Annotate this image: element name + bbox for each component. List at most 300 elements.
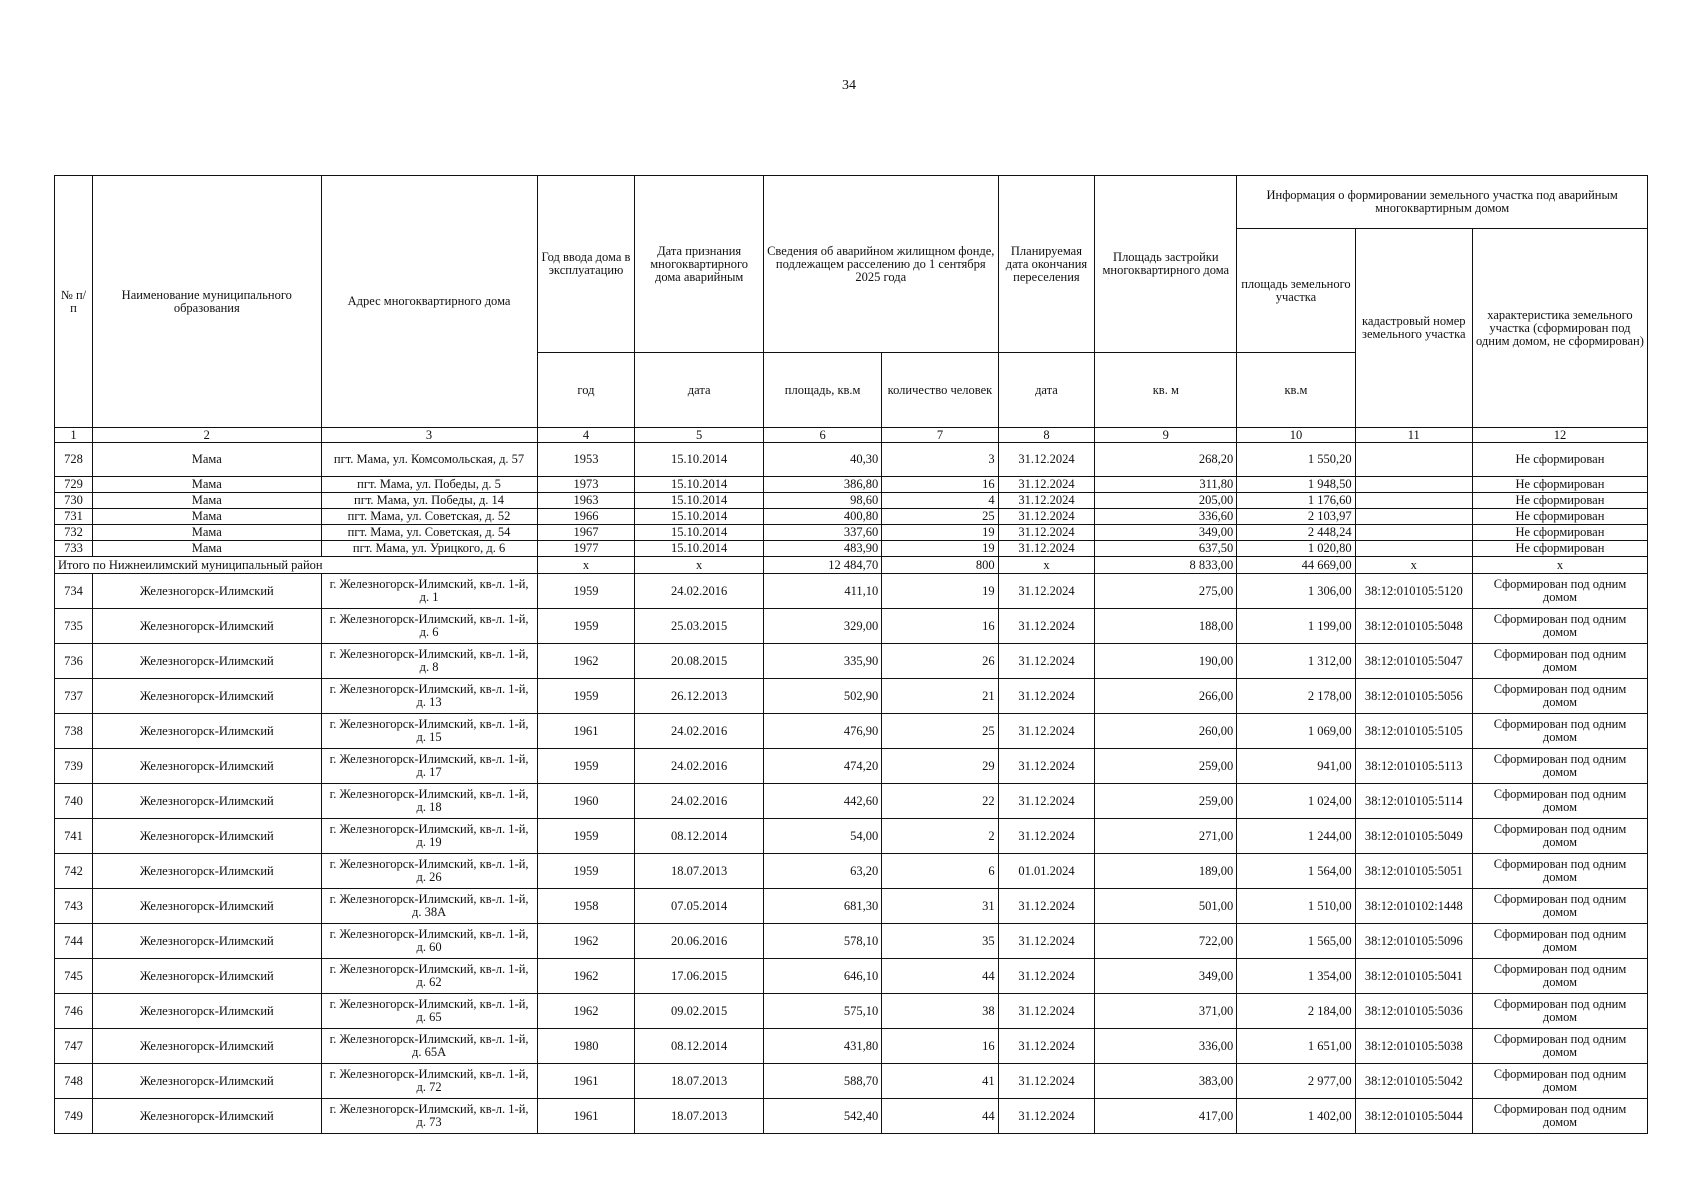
cell-municipality: Железногорск-Илимский: [93, 854, 321, 889]
cell-address: г. Железногорск-Илимский, кв-л. 1-й, д. 26: [321, 854, 537, 889]
cell-municipality: Железногорск-Илимский: [93, 819, 321, 854]
cell-year: 1959: [537, 854, 635, 889]
cell-built-area: 349,00: [1095, 525, 1237, 541]
cell-planned-date: 31.12.2024: [998, 574, 1095, 609]
cell-municipality: Железногорск-Илимский: [93, 1064, 321, 1099]
cell-year: 1963: [537, 493, 635, 509]
column-number: 6: [763, 428, 881, 443]
total-status: x: [1472, 557, 1647, 574]
cell-land-area: 1 199,00: [1237, 609, 1355, 644]
cell-year: 1967: [537, 525, 635, 541]
cell-land-area: 2 178,00: [1237, 679, 1355, 714]
cell-row-number: 732: [55, 525, 93, 541]
cell-housing-area: 335,90: [763, 644, 881, 679]
cell-cadastral-number: 38:12:010102:1448: [1355, 889, 1472, 924]
cell-people-count: 6: [882, 854, 998, 889]
cell-row-number: 744: [55, 924, 93, 959]
cell-cadastral-number: [1355, 443, 1472, 477]
cell-housing-area: 40,30: [763, 443, 881, 477]
cell-people-count: 19: [882, 574, 998, 609]
cell-recognition-date: 17.06.2015: [635, 959, 764, 994]
column-number: 11: [1355, 428, 1472, 443]
cell-address: пгт. Мама, ул. Советская, д. 54: [321, 525, 537, 541]
cell-cadastral-number: 38:12:010105:5038: [1355, 1029, 1472, 1064]
cell-recognition-date: 15.10.2014: [635, 443, 764, 477]
cell-row-number: 728: [55, 443, 93, 477]
cell-housing-area: 646,10: [763, 959, 881, 994]
cell-housing-area: 337,60: [763, 525, 881, 541]
total-built-area: 8 833,00: [1095, 557, 1237, 574]
unit-land-area: кв.м: [1237, 353, 1355, 428]
cell-cadastral-number: 38:12:010105:5044: [1355, 1099, 1472, 1134]
cell-cadastral-number: 38:12:010105:5049: [1355, 819, 1472, 854]
cell-recognition-date: 18.07.2013: [635, 1099, 764, 1134]
cell-housing-area: 575,10: [763, 994, 881, 1029]
cell-recognition-date: 15.10.2014: [635, 509, 764, 525]
header-planned-date: Планируемая дата окончания переселения: [998, 176, 1095, 353]
cell-year: 1961: [537, 1064, 635, 1099]
cell-built-area: 266,00: [1095, 679, 1237, 714]
cell-address: г. Железногорск-Илимский, кв-л. 1-й, д. 8: [321, 644, 537, 679]
cell-people-count: 31: [882, 889, 998, 924]
cell-people-count: 19: [882, 541, 998, 557]
cell-cadastral-number: 38:12:010105:5036: [1355, 994, 1472, 1029]
cell-people-count: 2: [882, 819, 998, 854]
cell-built-area: 311,80: [1095, 477, 1237, 493]
cell-land-status: Сформирован под одним домом: [1472, 714, 1647, 749]
table-row: [55, 784, 1648, 819]
table-row: [55, 854, 1648, 889]
cell-municipality: Мама: [93, 525, 321, 541]
cell-built-area: 259,00: [1095, 749, 1237, 784]
table-row: [55, 443, 1648, 477]
cell-year: 1958: [537, 889, 635, 924]
total-people: 800: [882, 557, 998, 574]
cell-cadastral-number: 38:12:010105:5096: [1355, 924, 1472, 959]
cell-recognition-date: 24.02.2016: [635, 749, 764, 784]
table-row: [55, 1064, 1648, 1099]
cell-housing-area: 474,20: [763, 749, 881, 784]
cell-year: 1966: [537, 509, 635, 525]
cell-land-area: 2 448,24: [1237, 525, 1355, 541]
cell-address: г. Железногорск-Илимский, кв-л. 1-й, д. 62: [321, 959, 537, 994]
cell-row-number: 739: [55, 749, 93, 784]
table-body-zheleznogorsk: [55, 574, 1648, 1134]
column-number: 4: [537, 428, 635, 443]
cell-cadastral-number: 38:12:010105:5056: [1355, 679, 1472, 714]
unit-year: год: [537, 353, 635, 428]
cell-address: г. Железногорск-Илимский, кв-л. 1-й, д. 19: [321, 819, 537, 854]
cell-land-status: Сформирован под одним домом: [1472, 1064, 1647, 1099]
cell-housing-area: 442,60: [763, 784, 881, 819]
cell-municipality: Железногорск-Илимский: [93, 609, 321, 644]
cell-address: пгт. Мама, ул. Победы, д. 14: [321, 493, 537, 509]
cell-built-area: 336,00: [1095, 1029, 1237, 1064]
cell-land-status: Сформирован под одним домом: [1472, 854, 1647, 889]
total-cadastral: x: [1355, 557, 1472, 574]
unit-area: площадь, кв.м: [763, 353, 881, 428]
cell-address: г. Железногорск-Илимский, кв-л. 1-й, д. 17: [321, 749, 537, 784]
cell-row-number: 730: [55, 493, 93, 509]
cell-land-area: 1 020,80: [1237, 541, 1355, 557]
cell-municipality: Железногорск-Илимский: [93, 959, 321, 994]
cell-recognition-date: 25.03.2015: [635, 609, 764, 644]
cell-municipality: Мама: [93, 493, 321, 509]
cell-built-area: 260,00: [1095, 714, 1237, 749]
cell-municipality: Мама: [93, 541, 321, 557]
header-num: № п/п: [55, 176, 93, 428]
cell-built-area: 190,00: [1095, 644, 1237, 679]
cell-built-area: 189,00: [1095, 854, 1237, 889]
cell-municipality: Железногорск-Илимский: [93, 994, 321, 1029]
cell-row-number: 736: [55, 644, 93, 679]
cell-housing-area: 578,10: [763, 924, 881, 959]
cell-planned-date: 31.12.2024: [998, 1029, 1095, 1064]
cell-year: 1959: [537, 609, 635, 644]
cell-recognition-date: 18.07.2013: [635, 854, 764, 889]
cell-row-number: 734: [55, 574, 93, 609]
cell-land-status: Сформирован под одним домом: [1472, 889, 1647, 924]
total-plan: x: [998, 557, 1095, 574]
cell-year: 1961: [537, 1099, 635, 1134]
cell-year: 1961: [537, 714, 635, 749]
cell-built-area: 637,50: [1095, 541, 1237, 557]
cell-address: г. Железногорск-Илимский, кв-л. 1-й, д. 72: [321, 1064, 537, 1099]
cell-housing-area: 588,70: [763, 1064, 881, 1099]
cell-planned-date: 31.12.2024: [998, 924, 1095, 959]
cell-address: г. Железногорск-Илимский, кв-л. 1-й, д. 6: [321, 609, 537, 644]
cell-built-area: 268,20: [1095, 443, 1237, 477]
column-number: 1: [55, 428, 93, 443]
cell-recognition-date: 20.06.2016: [635, 924, 764, 959]
cell-built-area: 336,60: [1095, 509, 1237, 525]
table-row: [55, 477, 1648, 493]
cell-people-count: 35: [882, 924, 998, 959]
column-number-row: [55, 428, 1648, 443]
cell-people-count: 29: [882, 749, 998, 784]
cell-land-status: Сформирован под одним домом: [1472, 1099, 1647, 1134]
cell-recognition-date: 26.12.2013: [635, 679, 764, 714]
cell-people-count: 41: [882, 1064, 998, 1099]
column-number: 9: [1095, 428, 1237, 443]
cell-year: 1959: [537, 679, 635, 714]
cell-land-area: 1 651,00: [1237, 1029, 1355, 1064]
cell-row-number: 733: [55, 541, 93, 557]
cell-planned-date: 31.12.2024: [998, 509, 1095, 525]
cell-housing-area: 400,80: [763, 509, 881, 525]
cell-built-area: 383,00: [1095, 1064, 1237, 1099]
unit-plan-date: дата: [998, 353, 1095, 428]
table-total: [55, 557, 1648, 574]
header-cadastral: кадастровый номер земельного участка: [1355, 229, 1472, 428]
table-row: [55, 493, 1648, 509]
cell-people-count: 22: [882, 784, 998, 819]
cell-recognition-date: 24.02.2016: [635, 574, 764, 609]
cell-planned-date: 31.12.2024: [998, 994, 1095, 1029]
cell-land-area: 1 550,20: [1237, 443, 1355, 477]
column-number: 12: [1472, 428, 1647, 443]
cell-year: 1953: [537, 443, 635, 477]
cell-address: г. Железногорск-Илимский, кв-л. 1-й, д. 13: [321, 679, 537, 714]
cell-land-status: Не сформирован: [1472, 443, 1647, 477]
cell-recognition-date: 24.02.2016: [635, 784, 764, 819]
table-row: [55, 1099, 1648, 1134]
cell-cadastral-number: 38:12:010105:5114: [1355, 784, 1472, 819]
cell-row-number: 738: [55, 714, 93, 749]
table-row: [55, 509, 1648, 525]
cell-row-number: 737: [55, 679, 93, 714]
cell-land-area: 1 564,00: [1237, 854, 1355, 889]
cell-row-number: 748: [55, 1064, 93, 1099]
cell-recognition-date: 15.10.2014: [635, 493, 764, 509]
cell-planned-date: 31.12.2024: [998, 959, 1095, 994]
cell-land-area: 1 244,00: [1237, 819, 1355, 854]
total-label: Итого по Нижнеилимский муниципальный район: [55, 557, 538, 574]
cell-built-area: 501,00: [1095, 889, 1237, 924]
cell-year: 1959: [537, 749, 635, 784]
cell-address: г. Железногорск-Илимский, кв-л. 1-й, д. 1: [321, 574, 537, 609]
cell-land-status: Сформирован под одним домом: [1472, 679, 1647, 714]
cell-planned-date: 31.12.2024: [998, 644, 1095, 679]
cell-recognition-date: 15.10.2014: [635, 541, 764, 557]
cell-municipality: Железногорск-Илимский: [93, 889, 321, 924]
total-year: x: [537, 557, 635, 574]
cell-built-area: 275,00: [1095, 574, 1237, 609]
cell-year: 1973: [537, 477, 635, 493]
cell-recognition-date: 20.08.2015: [635, 644, 764, 679]
cell-land-area: 941,00: [1237, 749, 1355, 784]
cell-built-area: 188,00: [1095, 609, 1237, 644]
table-row: [55, 609, 1648, 644]
cell-housing-area: 411,10: [763, 574, 881, 609]
cell-land-area: 1 024,00: [1237, 784, 1355, 819]
cell-municipality: Железногорск-Илимский: [93, 714, 321, 749]
cell-land-area: 1 565,00: [1237, 924, 1355, 959]
cell-row-number: 735: [55, 609, 93, 644]
cell-municipality: Мама: [93, 509, 321, 525]
cell-planned-date: 31.12.2024: [998, 784, 1095, 819]
cell-land-status: Не сформирован: [1472, 493, 1647, 509]
total-row: [55, 557, 1648, 574]
cell-planned-date: 31.12.2024: [998, 541, 1095, 557]
cell-recognition-date: 08.12.2014: [635, 1029, 764, 1064]
table-row: [55, 749, 1648, 784]
cell-address: пгт. Мама, ул. Урицкого, д. 6: [321, 541, 537, 557]
page-number: 34: [842, 78, 856, 93]
cell-address: г. Железногорск-Илимский, кв-л. 1-й, д. 15: [321, 714, 537, 749]
table-body-mama: [55, 443, 1648, 557]
cell-year: 1977: [537, 541, 635, 557]
cell-housing-area: 542,40: [763, 1099, 881, 1134]
cell-row-number: 742: [55, 854, 93, 889]
cell-land-area: 2 103,97: [1237, 509, 1355, 525]
table-row: [55, 819, 1648, 854]
cell-land-status: Не сформирован: [1472, 541, 1647, 557]
cell-built-area: 349,00: [1095, 959, 1237, 994]
cell-planned-date: 31.12.2024: [998, 525, 1095, 541]
table-row: [55, 679, 1648, 714]
cell-cadastral-number: 38:12:010105:5048: [1355, 609, 1472, 644]
cell-land-status: Сформирован под одним домом: [1472, 959, 1647, 994]
cell-municipality: Железногорск-Илимский: [93, 1099, 321, 1134]
cell-row-number: 731: [55, 509, 93, 525]
cell-housing-area: 98,60: [763, 493, 881, 509]
cell-cadastral-number: [1355, 525, 1472, 541]
cell-built-area: 205,00: [1095, 493, 1237, 509]
cell-municipality: Железногорск-Илимский: [93, 574, 321, 609]
cell-address: пгт. Мама, ул. Победы, д. 5: [321, 477, 537, 493]
cell-land-area: 1 354,00: [1237, 959, 1355, 994]
cell-cadastral-number: 38:12:010105:5105: [1355, 714, 1472, 749]
cell-municipality: Железногорск-Илимский: [93, 644, 321, 679]
cell-cadastral-number: 38:12:010105:5051: [1355, 854, 1472, 889]
cell-address: пгт. Мама, ул. Советская, д. 52: [321, 509, 537, 525]
column-number: 7: [882, 428, 998, 443]
cell-row-number: 729: [55, 477, 93, 493]
cell-land-status: Сформирован под одним домом: [1472, 574, 1647, 609]
cell-municipality: Железногорск-Илимский: [93, 924, 321, 959]
table-row: [55, 541, 1648, 557]
cell-built-area: 259,00: [1095, 784, 1237, 819]
cell-municipality: Железногорск-Илимский: [93, 749, 321, 784]
cell-cadastral-number: 38:12:010105:5041: [1355, 959, 1472, 994]
header-land-status: характеристика земельного участка (сформирован под одним домом, не сформирован): [1472, 229, 1647, 428]
cell-year: 1962: [537, 924, 635, 959]
column-number: 2: [93, 428, 321, 443]
cell-year: 1962: [537, 959, 635, 994]
cell-recognition-date: 15.10.2014: [635, 525, 764, 541]
header-built-area: Площадь застройки многоквартирного дома: [1095, 176, 1237, 353]
cell-cadastral-number: [1355, 509, 1472, 525]
unit-built-area: кв. м: [1095, 353, 1237, 428]
cell-planned-date: 01.01.2024: [998, 854, 1095, 889]
cell-housing-area: 386,80: [763, 477, 881, 493]
cell-land-area: 1 176,60: [1237, 493, 1355, 509]
cell-municipality: Мама: [93, 477, 321, 493]
cell-people-count: 25: [882, 714, 998, 749]
cell-built-area: 271,00: [1095, 819, 1237, 854]
total-land-area: 44 669,00: [1237, 557, 1355, 574]
cell-land-area: 1 510,00: [1237, 889, 1355, 924]
cell-address: г. Железногорск-Илимский, кв-л. 1-й, д. 73: [321, 1099, 537, 1134]
cell-land-area: 1 948,50: [1237, 477, 1355, 493]
cell-municipality: Железногорск-Илимский: [93, 1029, 321, 1064]
cell-land-status: Не сформирован: [1472, 525, 1647, 541]
cell-municipality: Железногорск-Илимский: [93, 679, 321, 714]
cell-planned-date: 31.12.2024: [998, 493, 1095, 509]
cell-land-status: Не сформирован: [1472, 477, 1647, 493]
cell-planned-date: 31.12.2024: [998, 819, 1095, 854]
cell-housing-area: 502,90: [763, 679, 881, 714]
cell-year: 1959: [537, 819, 635, 854]
cell-land-area: 2 184,00: [1237, 994, 1355, 1029]
cell-housing-area: 431,80: [763, 1029, 881, 1064]
cell-year: 1980: [537, 1029, 635, 1064]
cell-planned-date: 31.12.2024: [998, 679, 1095, 714]
header-land-group: Информация о формировании земельного участка под аварийным многоквартирным домом: [1237, 176, 1648, 229]
cell-built-area: 417,00: [1095, 1099, 1237, 1134]
cell-cadastral-number: [1355, 493, 1472, 509]
cell-recognition-date: 07.05.2014: [635, 889, 764, 924]
cell-planned-date: 31.12.2024: [998, 443, 1095, 477]
table-row: [55, 574, 1648, 609]
header-year: Год ввода дома в эксплуатацию: [537, 176, 635, 353]
table-row: [55, 889, 1648, 924]
cell-cadastral-number: 38:12:010105:5047: [1355, 644, 1472, 679]
cell-year: 1962: [537, 644, 635, 679]
table-row: [55, 924, 1648, 959]
cell-year: 1959: [537, 574, 635, 609]
cell-year: 1960: [537, 784, 635, 819]
cell-planned-date: 31.12.2024: [998, 714, 1095, 749]
cell-land-status: Сформирован под одним домом: [1472, 1029, 1647, 1064]
cell-people-count: 21: [882, 679, 998, 714]
header-address: Адрес многоквартирного дома: [321, 176, 537, 428]
cell-land-area: 1 402,00: [1237, 1099, 1355, 1134]
cell-planned-date: 31.12.2024: [998, 1099, 1095, 1134]
cell-land-status: Сформирован под одним домом: [1472, 609, 1647, 644]
table-header: [55, 176, 1648, 443]
cell-people-count: 44: [882, 1099, 998, 1134]
cell-address: пгт. Мама, ул. Комсомольская, д. 57: [321, 443, 537, 477]
column-number: 3: [321, 428, 537, 443]
cell-row-number: 746: [55, 994, 93, 1029]
cell-recognition-date: 18.07.2013: [635, 1064, 764, 1099]
cell-housing-area: 63,20: [763, 854, 881, 889]
cell-land-status: Сформирован под одним домом: [1472, 819, 1647, 854]
cell-land-status: Сформирован под одним домом: [1472, 784, 1647, 819]
cell-planned-date: 31.12.2024: [998, 609, 1095, 644]
cell-land-status: Сформирован под одним домом: [1472, 749, 1647, 784]
cell-housing-area: 476,90: [763, 714, 881, 749]
cell-people-count: 44: [882, 959, 998, 994]
cell-year: 1962: [537, 994, 635, 1029]
cell-row-number: 741: [55, 819, 93, 854]
cell-people-count: 16: [882, 477, 998, 493]
cell-people-count: 19: [882, 525, 998, 541]
cell-planned-date: 31.12.2024: [998, 889, 1095, 924]
column-number: 10: [1237, 428, 1355, 443]
cell-housing-area: 681,30: [763, 889, 881, 924]
cell-people-count: 16: [882, 609, 998, 644]
cell-recognition-date: 08.12.2014: [635, 819, 764, 854]
cell-housing-area: 329,00: [763, 609, 881, 644]
cell-housing-area: 483,90: [763, 541, 881, 557]
table-row: [55, 1029, 1648, 1064]
column-number: 5: [635, 428, 764, 443]
cell-address: г. Железногорск-Илимский, кв-л. 1-й, д. 18: [321, 784, 537, 819]
cell-address: г. Железногорск-Илимский, кв-л. 1-й, д. 65А: [321, 1029, 537, 1064]
table-row: [55, 525, 1648, 541]
cell-address: г. Железногорск-Илимский, кв-л. 1-й, д. 38А: [321, 889, 537, 924]
total-date: x: [635, 557, 764, 574]
cell-planned-date: 31.12.2024: [998, 477, 1095, 493]
cell-people-count: 26: [882, 644, 998, 679]
cell-built-area: 722,00: [1095, 924, 1237, 959]
cell-municipality: Мама: [93, 443, 321, 477]
cell-planned-date: 31.12.2024: [998, 749, 1095, 784]
table-row: [55, 644, 1648, 679]
cell-people-count: 25: [882, 509, 998, 525]
cell-municipality: Железногорск-Илимский: [93, 784, 321, 819]
cell-land-area: 1 069,00: [1237, 714, 1355, 749]
cell-people-count: 16: [882, 1029, 998, 1064]
header-housing-info: Сведения об аварийном жилищном фонде, подлежащем расселению до 1 сентября 2025 года: [763, 176, 998, 353]
header-recognition-date: Дата признания многоквартирного дома аварийным: [635, 176, 764, 353]
cell-recognition-date: 15.10.2014: [635, 477, 764, 493]
cell-row-number: 749: [55, 1099, 93, 1134]
cell-land-status: Сформирован под одним домом: [1472, 644, 1647, 679]
